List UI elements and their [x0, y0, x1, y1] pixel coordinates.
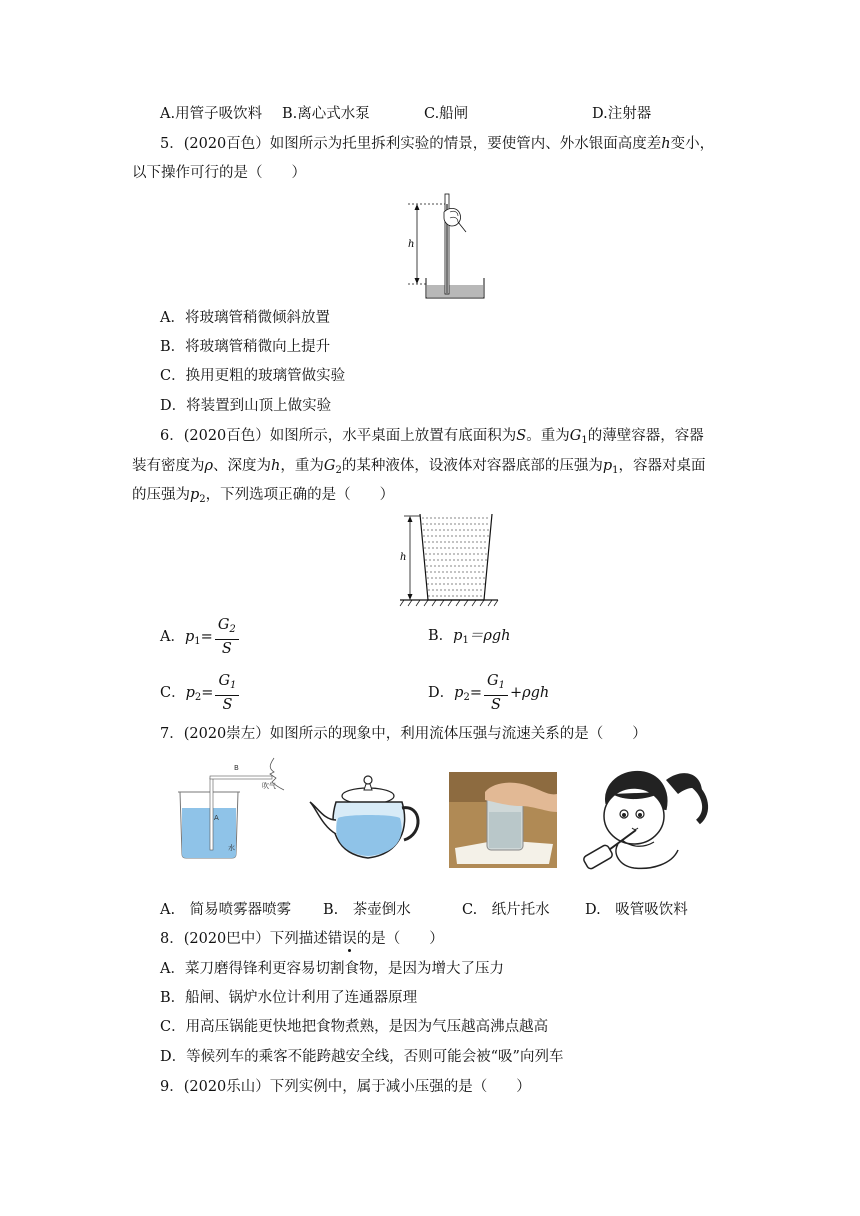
q5-option-d: D．将装置到山顶上做实验	[160, 398, 332, 414]
q8-text-a: 8．(2020巴中）下列描述错	[160, 931, 343, 947]
q7-option-a: A. 简易喷雾器喷雾	[160, 902, 292, 918]
q6-opt-d-eq: =	[469, 685, 482, 701]
q6-opt-c-num-sub: 1	[230, 680, 237, 691]
q7-question: 7．(2020崇左）如图所示的现象中，利用流体压强与流速关系的是（ ）	[160, 726, 647, 742]
q4-option-a: A.用管子吸饮料	[160, 106, 263, 122]
q6-var-s: S	[516, 428, 527, 444]
q6-opt-b-sub: 1	[462, 635, 469, 646]
q8-option-c: C．用高压锅能更快地把食物煮熟，是因为气压越高沸点越高	[160, 1019, 549, 1035]
q6-opt-c-sub: 2	[194, 692, 202, 703]
q6-text-1c: 的薄壁容器，容器	[587, 428, 704, 444]
q6-text-2e: ，容器对桌面	[618, 458, 706, 474]
q6-text-1b: 。重为	[526, 428, 570, 444]
torricelli-figure	[400, 192, 490, 304]
q6-opt-a-num	[215, 616, 239, 640]
q5-question-line1	[160, 134, 714, 154]
q5-question-line2: 以下操作可行的是（ ）	[132, 165, 306, 181]
q6-question-line1	[160, 426, 704, 451]
q6-opt-d-den: S	[490, 697, 501, 713]
q6-opt-c-num-g: G	[218, 673, 231, 689]
q6-opt-c-label: C．	[160, 685, 186, 701]
q6-opt-d-num	[484, 672, 508, 696]
sprayer-label-blow: 吹气	[262, 782, 276, 790]
q9-question: 9．(2020乐山）下列实例中，属于减小压强的是（ ）	[160, 1079, 531, 1095]
q6-var-h: h	[271, 458, 281, 474]
q6-opt-d-p: p	[454, 685, 464, 701]
q6-option-b	[428, 626, 510, 651]
q8-option-b: B．船闸、锅炉水位计利用了连通器原理	[160, 990, 418, 1006]
glass-paper-figure	[449, 772, 557, 868]
q6-opt-c-num	[215, 672, 239, 696]
q6-sub-2: 2	[335, 465, 342, 476]
q6-opt-a-p: p	[184, 629, 195, 645]
q7-option-d: D. 吸管吸饮料	[585, 902, 688, 918]
sprayer-label-b: B	[234, 764, 239, 772]
q6-text-1a: 6．(2020百色）如图所示，水平桌面上放置有底面积为	[160, 428, 517, 444]
q6-question-line2	[132, 456, 706, 481]
q6-opt-c-p: p	[185, 685, 195, 701]
q5-option-b: B．将玻璃管稍微向上提升	[160, 339, 331, 355]
q6-sub-p1: 1	[612, 465, 619, 476]
q6-opt-a-sub: 1	[194, 636, 201, 647]
q4-option-c: C.船闸	[424, 106, 469, 122]
q6-option-d	[428, 672, 549, 718]
q6-text-2b: 、深度为	[213, 458, 272, 474]
q6-opt-b-expr: ＝ρgh	[468, 628, 511, 644]
q6-option-c	[160, 672, 241, 718]
q6-question-line3	[132, 485, 394, 510]
q6-text-2c: ，重为	[280, 458, 324, 474]
q6-opt-c-den: S	[222, 697, 233, 713]
container-h-label: h	[400, 552, 407, 563]
q6-opt-c-eq: =	[201, 685, 214, 701]
q4-option-d: D.注射器	[592, 106, 652, 122]
q8-option-a: A．菜刀磨得锋利更容易切割食物，是因为增大了压力	[160, 961, 504, 977]
q6-var-g2: G	[323, 458, 336, 474]
sprayer-label-water: 水	[228, 844, 235, 852]
q6-opt-a-eq: =	[200, 629, 213, 645]
girl-straw-figure	[582, 764, 730, 876]
sprayer-figure	[170, 756, 290, 860]
q6-opt-b-label: B．	[428, 628, 454, 644]
q6-opt-b-p: p	[453, 628, 463, 644]
q5-text-a: 5．(2020百色）如图所示为托里拆利实验的情景，要使管内、外水银面高度差	[160, 136, 662, 152]
q6-opt-a-num-sub: 2	[229, 624, 236, 635]
q6-text-2d: 的某种液体，设液体对容器底部的压强为	[341, 458, 603, 474]
q6-opt-d-fraction	[484, 672, 508, 714]
q8-option-d: D．等候列车的乘客不能跨越安全线，否则可能会被“吸”向列车	[160, 1049, 564, 1065]
q7-option-b: B. 茶壶倒水	[323, 902, 411, 918]
q6-var-g1: G	[569, 428, 582, 444]
sprayer-label-a: A	[214, 814, 219, 822]
q6-opt-d-label: D．	[428, 685, 455, 701]
q6-var-rho: ρ	[204, 458, 214, 474]
container-figure	[396, 512, 502, 608]
q5-text-b: 变小，	[670, 136, 715, 152]
q6-option-a	[160, 616, 241, 662]
q5-option-c: C．换用更粗的玻璃管做实验	[160, 368, 346, 384]
q6-opt-a-fraction	[215, 616, 239, 658]
teapot-figure	[306, 768, 430, 864]
q5-option-a: A．将玻璃管稍微倾斜放置	[160, 310, 330, 326]
q6-opt-d-num-g: G	[486, 673, 499, 689]
q8-emphasis-word: 误	[342, 931, 357, 947]
q5-var-h: h	[661, 136, 671, 152]
q7-option-c: C. 纸片托水	[462, 902, 550, 918]
q8-question	[160, 929, 444, 949]
q6-opt-d-num-sub: 1	[498, 680, 505, 691]
q6-text-2a: 装有密度为	[132, 458, 205, 474]
q6-opt-c-fraction	[215, 672, 239, 714]
q6-var-p2: p	[190, 487, 200, 503]
q6-sub-1: 1	[581, 435, 588, 446]
q6-opt-a-label: A．	[160, 629, 185, 645]
q6-text-3b: ，下列选项正确的是（ ）	[205, 487, 395, 503]
q4-option-b: B.离心式水泵	[282, 106, 370, 122]
q8-text-c: 的是（ ）	[356, 931, 444, 947]
q6-sub-p2: 2	[199, 494, 206, 505]
q6-text-3a: 的压强为	[132, 487, 190, 503]
q6-opt-a-den: S	[221, 641, 232, 657]
torricelli-h-label: h	[408, 239, 415, 250]
q6-opt-a-num-g: G	[217, 617, 230, 633]
q6-var-p1: p	[602, 458, 613, 474]
q6-opt-d-plus: +ρgh	[509, 685, 550, 701]
q6-opt-d-sub: 2	[463, 692, 470, 703]
